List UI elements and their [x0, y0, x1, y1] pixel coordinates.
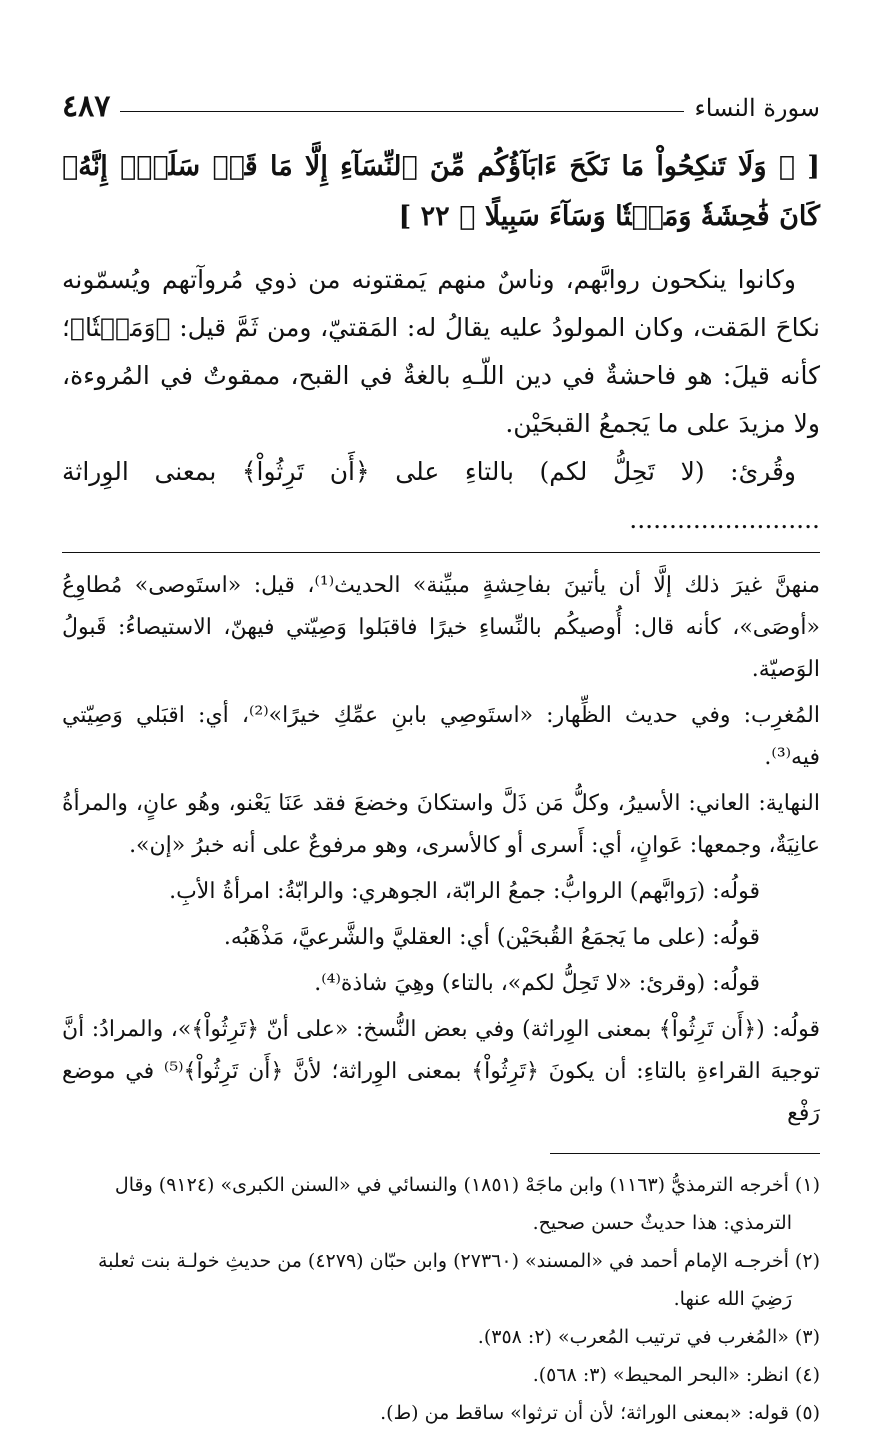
main-paragraph: وكانوا ينكحون روابَّهم، وناسٌ منهم يَمقتونه من ذوي مُروآتهم ويُسمّونه نكاحَ المَقت، وكان المولودُ عليه يقالُ له: المَقتيّ، ومن ثَمَّ قيل: ﴿وَمَقۡتٗا﴾؛ كأنه قيلَ: هو فاحشةٌ في دين اللّـهِ بالغةٌ في القبح، ممقوتٌ في المُروءة، ولا مزيدَ على ما يَجمعُ القبحَيْن.: [62, 265, 820, 438]
commentary-paragraph: قولُه: (رَوابَّهم) الروابُّ: جمعُ الرابّة، الجوهري: والرابّةُ: امرأةُ الأبِ.: [169, 879, 760, 904]
footnote-continuation: رَضِيَ الله عنها.: [673, 1288, 792, 1310]
footnote: (٢) أخرجـه الإمام أحمد في «المسند» (٢٧٣٦٠) وابن حبّان (٤٢٧٩) من حديثِ خولـة بنت ثعلبة: [97, 1250, 820, 1272]
surah-title: سورة النساء: [694, 94, 820, 122]
page: [62, 82, 820, 1432]
commentary-paragraph: النهاية: العاني: الأسيرُ، وكلُّ مَن ذَلَّ واستكانَ وخضعَ فقد عَنَا يَعْنو، وهُو عانٍ، والمرأةُ عانِيَةٌ، وجمعها: عَوانٍ، أي: أَسرى أو كالأسرى، وهو مرفوعٌ على أنه خبرُ «إن».: [62, 791, 820, 858]
commentary-paragraph: منهنَّ غيرَ ذلك إلَّا أن يأتينَ بفاحِشةٍ مبيِّنة» الحديث⁽¹⁾، قيل: «استَوصى» مُطاوِعُ «أوصَى»، كأنه قال: أُوصيكُم بالنِّساءِ خيرًا فاقبَلوا وَصِيّتي فيهنّ، الاستيصاءُ: قَبولُ الوَصيّة.: [62, 573, 821, 682]
footnote: (٣) «المُغرب في ترتيب المُعرب» (٢: ٣٥٨).: [477, 1326, 820, 1348]
footnote: (٤) انظر: «البحر المحيط» (٣: ٥٦٨).: [532, 1364, 820, 1386]
quran-verse: [ ﴿ وَلَا تَنكِحُواْ مَا نَكَحَ ءَابَآؤُكُم مِّنَ ٱلنِّسَآءِ إِلَّا مَا قَدۡ سَلَفَۚ إِنَّهُۥ كَانَ فَٰحِشَةٗ وَمَقۡتٗا وَسَآءَ سَبِيلًا ﴾ ٢٢ ]: [62, 151, 820, 232]
commentary-paragraph: قولُه: (﴿أَن تَرِثُواْ﴾ بمعنى الوِراثة) وفي بعض النُّسخ: «على أنّ ﴿تَرِثُواْ﴾»، والمرادُ: أنَّ توجيهَ القراءةِ بالتاءِ: أن يكونَ ﴿تَرِثُواْ﴾ بمعنى الوِراثة؛ لأنَّ ﴿أَن تَرِثُواْ﴾⁽⁵⁾ في موضع رَفْع: [62, 1017, 820, 1126]
main-text: [62, 256, 820, 544]
commentary-paragraph: قولُه: (على ما يَجمَعُ القُبحَيْن) أي: العقليَّ والشَّرعيَّ، مَذْهَبُه.: [223, 925, 760, 950]
commentary: [62, 565, 820, 1135]
page-number: ٤٨٧: [62, 89, 111, 124]
commentary-paragraph: المُغرِب: وفي حديث الظِّهار: «استَوصِي بابنِ عمِّكِ خيرًا»⁽²⁾، أي: اقبَلي وَصِيّتي فيه⁽³⁾.: [62, 703, 820, 770]
main-paragraph: وقُرئ: (لا تَحِلُّ لكم) بالتاءِ على ﴿أَن تَرِثُواْ﴾ بمعنى الوِراثة ........................: [62, 457, 820, 534]
footnote: (٥) قوله: «بمعنى الوراثة؛ لأن أن ترثوا» ساقط من (ط).: [380, 1402, 820, 1424]
footnote: (١) أخرجه الترمذيُّ (١١٦٣) وابن ماجَهْ (١٨٥١) والنسائي في «السنن الكبرى» (٩١٢٤) وقال: [114, 1174, 820, 1196]
page-header: [62, 82, 820, 122]
header-rule: [120, 111, 684, 112]
commentary-paragraph: قولُه: (وقرئ: «لا تَحِلُّ لكم»، بالتاء) وهِيَ شاذة⁽⁴⁾.: [314, 971, 760, 996]
section-divider: [62, 552, 820, 553]
footnote-continuation: الترمذي: هذا حديثٌ حسن صحيح.: [532, 1212, 792, 1234]
footnote-divider: [550, 1153, 820, 1154]
footnotes: [62, 1166, 820, 1432]
